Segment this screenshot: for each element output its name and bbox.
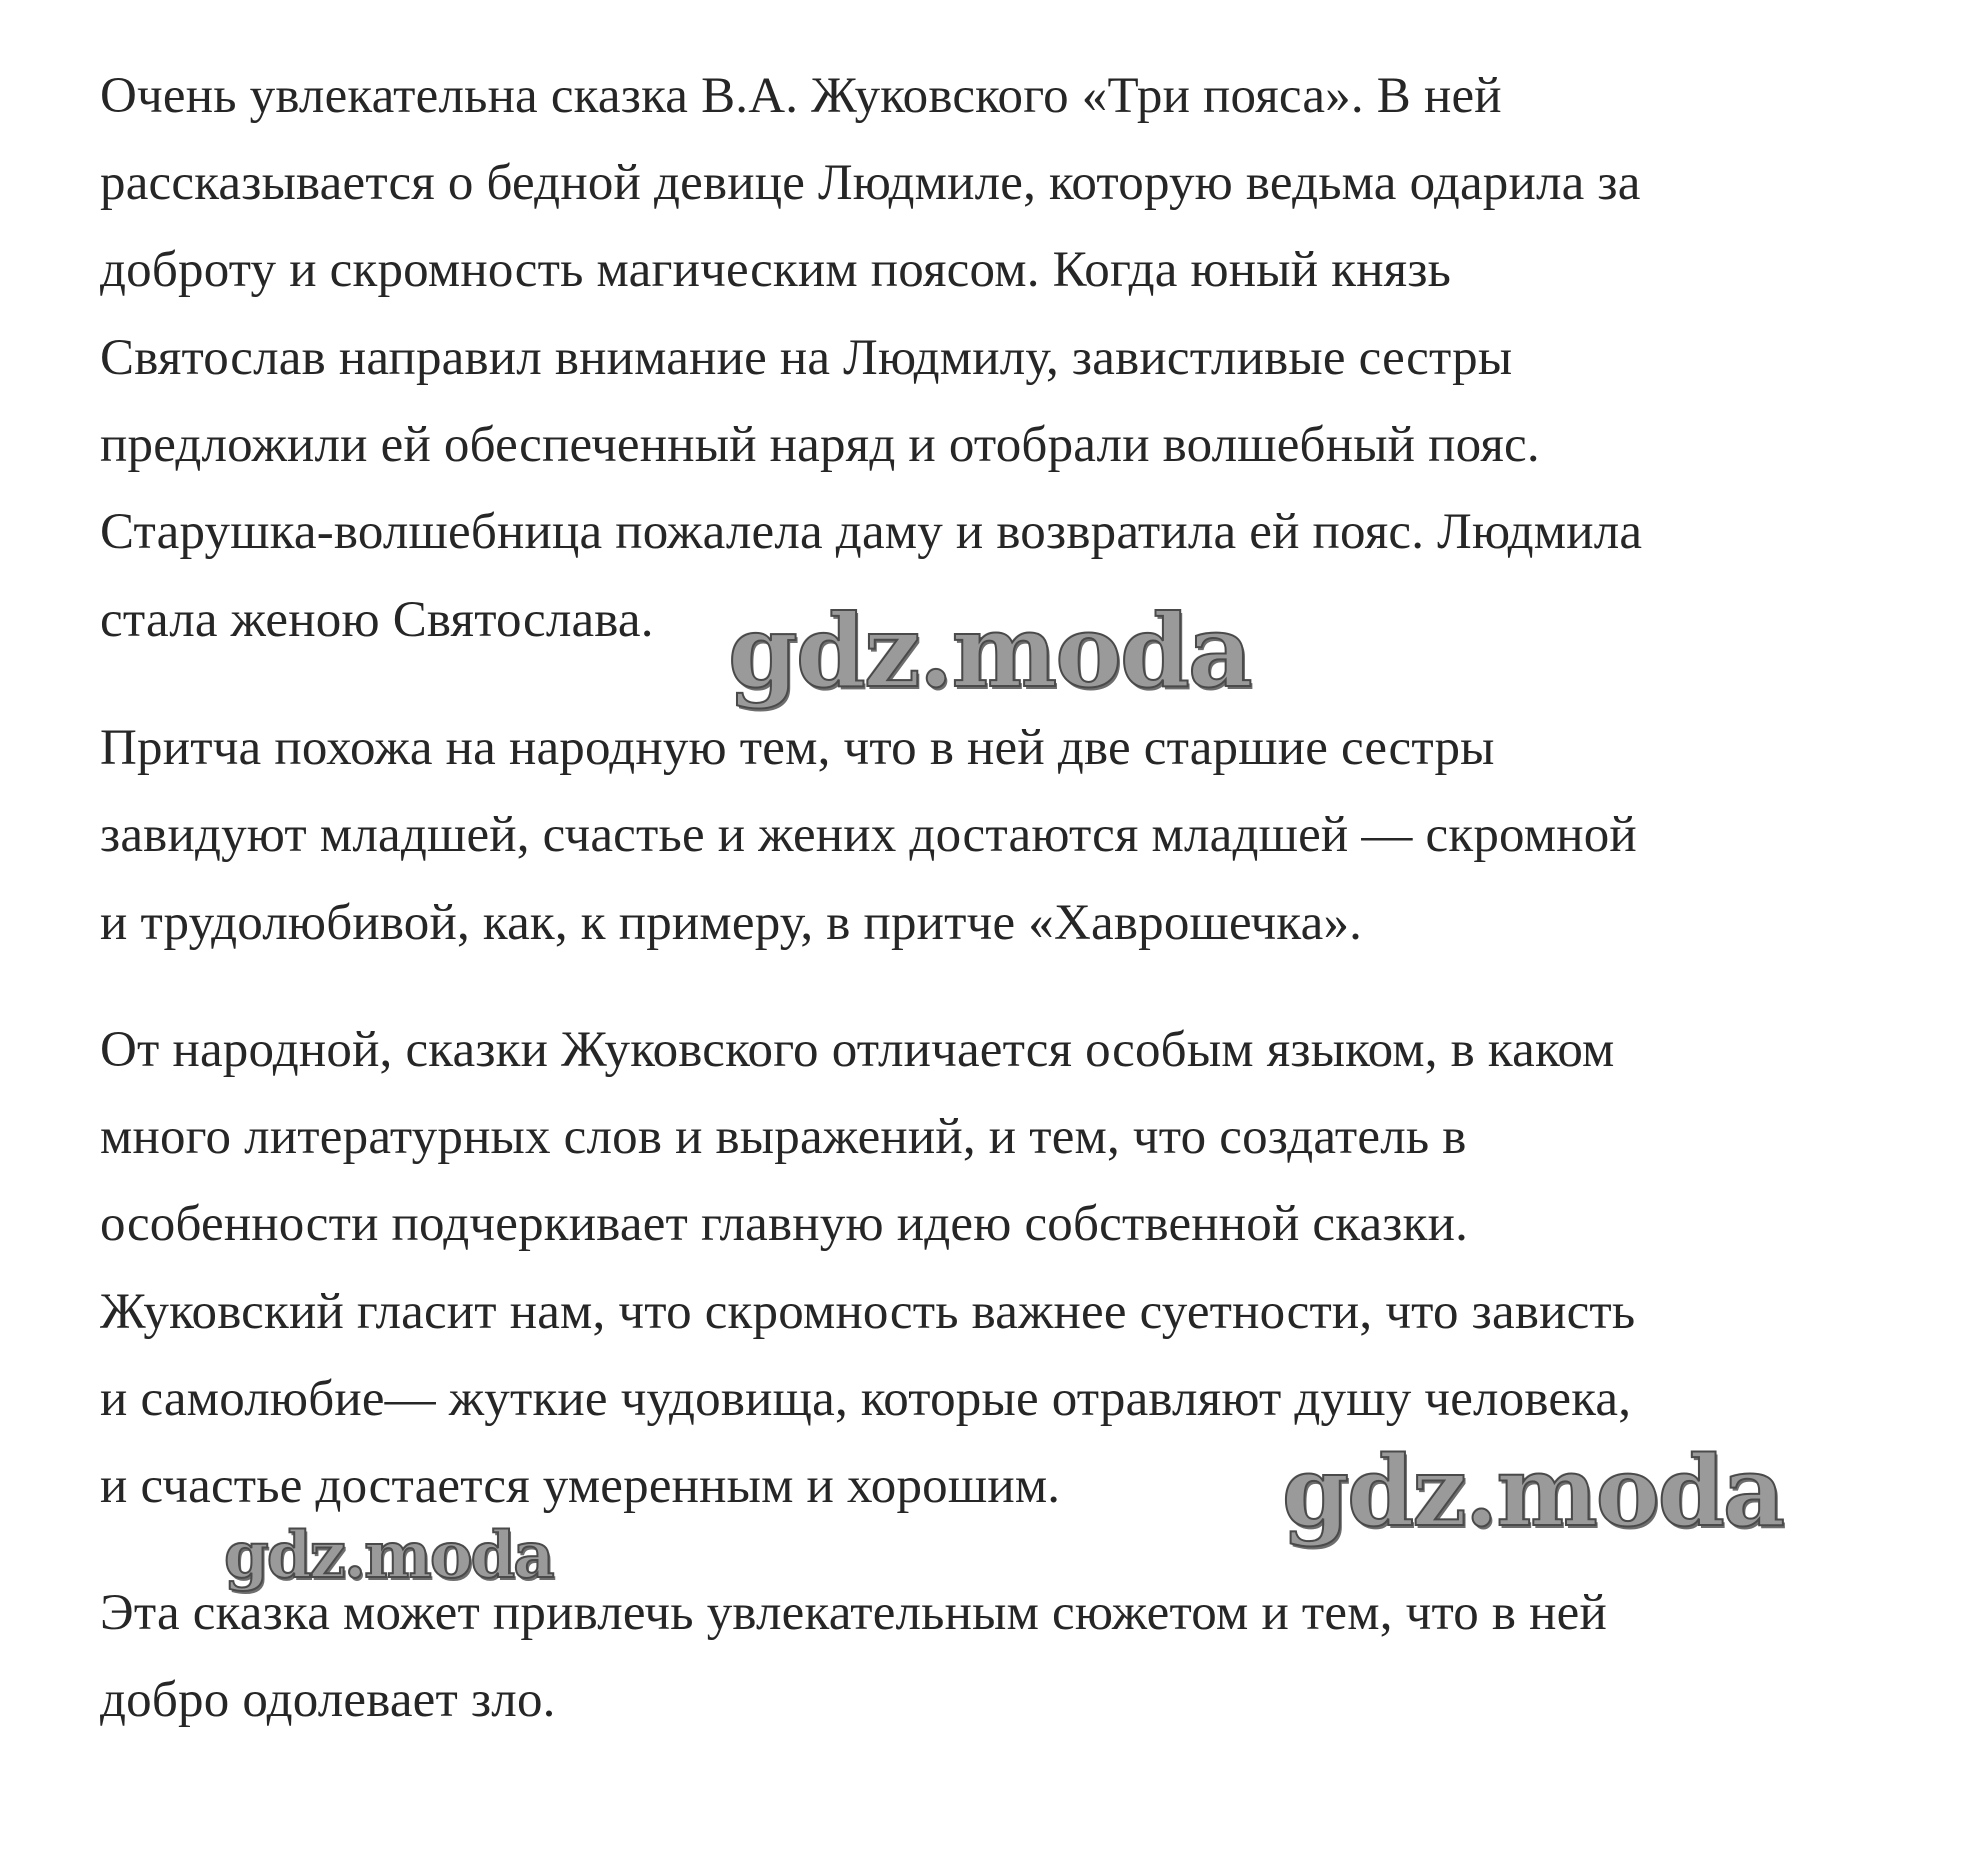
paragraph-line: Притча похожа на народную тем, что в ней две старшие сестры (100, 720, 1495, 776)
paragraph-line: От народной, сказки Жуковского отличается особым языком, в каком (100, 1022, 1615, 1078)
paragraph-line: Очень увлекательна сказка В.А. Жуковского «Три пояса». В ней (100, 68, 1502, 124)
paragraph-line: завидуют младшей, счастье и жених достаются младшей — скромной (100, 807, 1637, 863)
paragraph-line: Эта сказка может привлечь увлекательным сюжетом и тем, что в ней (100, 1585, 1607, 1641)
paragraph-line: добро одолевает зло. (100, 1672, 556, 1728)
watermark-logo: gdz.moda (224, 1518, 553, 1593)
paragraph-line: Старушка-волшебница пожалела даму и возвратила ей пояс. Людмила (100, 504, 1643, 560)
paragraph-line: и трудолюбивой, как, к примеру, в притче «Хаврошечка». (100, 895, 1363, 951)
watermark-logo: gdz.moda (1282, 1435, 1784, 1548)
paragraph-line: предложили ей обеспеченный наряд и отобрали волшебный пояс. (100, 417, 1540, 473)
paragraph-line: и счастье достается умеренным и хорошим. (100, 1458, 1061, 1514)
paragraph-line: много литературных слов и выражений, и тем, что создатель в (100, 1109, 1467, 1165)
paragraph-line: Святослав направил внимание на Людмилу, завистливые сестры (100, 330, 1513, 386)
paragraph-line: и самолюбие— жуткие чудовища, которые отравляют душу человека, (100, 1371, 1632, 1427)
paragraph-line: стала женою Святослава. (100, 592, 654, 648)
paragraph-line: особенности подчеркивает главную идею собственной сказки. (100, 1196, 1469, 1252)
paragraph-line: доброту и скромность магическим поясом. Когда юный князь (100, 242, 1452, 298)
paragraph-line: Жуковский гласит нам, что скромность важнее суетности, что зависть (100, 1284, 1636, 1340)
watermark-logo: gdz.moda (728, 592, 1251, 710)
paragraph-line: рассказывается о бедной девице Людмиле, которую ведьма одарила за (100, 155, 1641, 211)
